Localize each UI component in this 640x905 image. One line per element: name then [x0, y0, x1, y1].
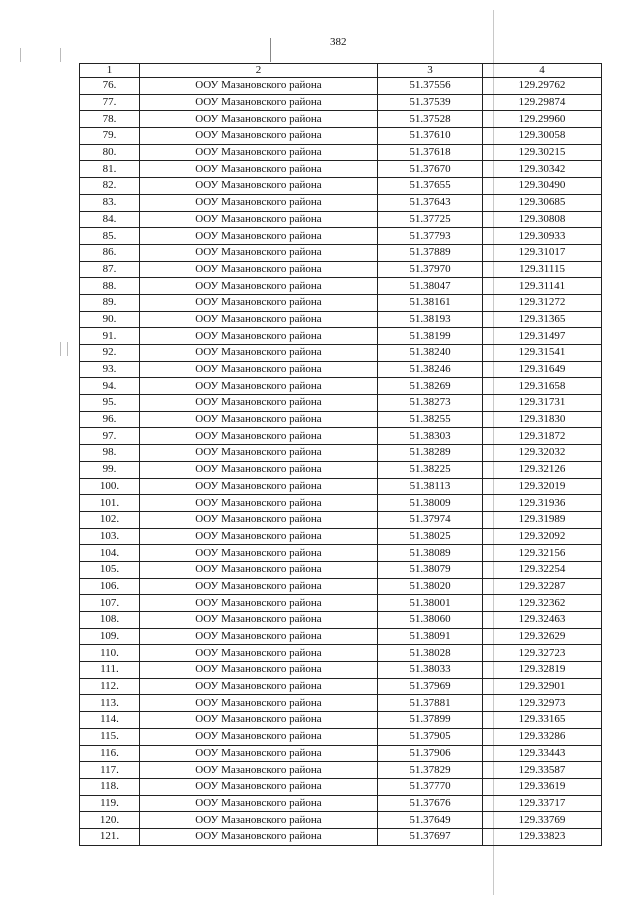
row-latitude: 51.37556	[378, 78, 483, 95]
row-latitude: 51.38025	[378, 528, 483, 545]
row-number: 101.	[80, 495, 140, 512]
scan-mark	[20, 48, 21, 62]
row-longitude: 129.32019	[483, 478, 602, 495]
row-organization: ООУ Мазановского района	[140, 812, 378, 829]
table-row	[80, 662, 602, 679]
row-longitude: 129.32156	[483, 545, 602, 562]
row-latitude: 51.37528	[378, 111, 483, 128]
row-number: 82.	[80, 178, 140, 195]
table-row	[80, 628, 602, 645]
row-longitude: 129.33443	[483, 745, 602, 762]
row-number: 116.	[80, 745, 140, 762]
row-number: 96.	[80, 411, 140, 428]
row-longitude: 129.31541	[483, 345, 602, 362]
row-number: 100.	[80, 478, 140, 495]
row-number: 86.	[80, 244, 140, 261]
row-number: 103.	[80, 528, 140, 545]
row-organization: ООУ Мазановского района	[140, 695, 378, 712]
scan-mark	[270, 38, 271, 62]
table-row	[80, 728, 602, 745]
row-number: 77.	[80, 94, 140, 111]
row-organization: ООУ Мазановского района	[140, 461, 378, 478]
row-number: 121.	[80, 828, 140, 845]
row-number: 114.	[80, 712, 140, 729]
table-row	[80, 561, 602, 578]
table-header-row	[80, 64, 602, 78]
row-latitude: 51.37970	[378, 261, 483, 278]
row-latitude: 51.38028	[378, 645, 483, 662]
row-organization: ООУ Мазановского района	[140, 395, 378, 412]
row-latitude: 51.38161	[378, 294, 483, 311]
row-longitude: 129.33769	[483, 812, 602, 829]
table-row	[80, 461, 602, 478]
row-number: 99.	[80, 461, 140, 478]
row-latitude: 51.38001	[378, 595, 483, 612]
row-organization: ООУ Мазановского района	[140, 545, 378, 562]
row-organization: ООУ Мазановского района	[140, 111, 378, 128]
row-number: 92.	[80, 345, 140, 362]
row-organization: ООУ Мазановского района	[140, 161, 378, 178]
row-organization: ООУ Мазановского района	[140, 228, 378, 245]
row-number: 111.	[80, 662, 140, 679]
row-number: 104.	[80, 545, 140, 562]
row-number: 93.	[80, 361, 140, 378]
row-longitude: 129.30808	[483, 211, 602, 228]
table-row	[80, 445, 602, 462]
row-longitude: 129.31497	[483, 328, 602, 345]
row-number: 95.	[80, 395, 140, 412]
row-number: 80.	[80, 144, 140, 161]
coordinates-table	[79, 63, 602, 846]
table-row	[80, 612, 602, 629]
row-organization: ООУ Мазановского района	[140, 128, 378, 145]
row-longitude: 129.33619	[483, 778, 602, 795]
row-latitude: 51.38089	[378, 545, 483, 562]
row-longitude: 129.32819	[483, 662, 602, 679]
row-latitude: 51.38020	[378, 578, 483, 595]
row-number: 98.	[80, 445, 140, 462]
table-row	[80, 128, 602, 145]
table-row	[80, 795, 602, 812]
row-organization: ООУ Мазановского района	[140, 361, 378, 378]
row-longitude: 129.31017	[483, 244, 602, 261]
row-latitude: 51.38246	[378, 361, 483, 378]
row-number: 115.	[80, 728, 140, 745]
row-latitude: 51.38091	[378, 628, 483, 645]
table-row	[80, 511, 602, 528]
row-number: 78.	[80, 111, 140, 128]
row-latitude: 51.37974	[378, 511, 483, 528]
table-row	[80, 194, 602, 211]
table-row	[80, 361, 602, 378]
table-row	[80, 812, 602, 829]
table-row	[80, 528, 602, 545]
table-row	[80, 378, 602, 395]
row-number: 87.	[80, 261, 140, 278]
row-number: 83.	[80, 194, 140, 211]
row-latitude: 51.37649	[378, 812, 483, 829]
row-longitude: 129.32126	[483, 461, 602, 478]
row-number: 79.	[80, 128, 140, 145]
row-organization: ООУ Мазановского района	[140, 578, 378, 595]
row-organization: ООУ Мазановского района	[140, 445, 378, 462]
row-latitude: 51.37906	[378, 745, 483, 762]
row-latitude: 51.38079	[378, 561, 483, 578]
table-row	[80, 745, 602, 762]
row-latitude: 51.38225	[378, 461, 483, 478]
row-latitude: 51.38047	[378, 278, 483, 295]
row-latitude: 51.37889	[378, 244, 483, 261]
row-number: 109.	[80, 628, 140, 645]
row-organization: ООУ Мазановского района	[140, 678, 378, 695]
table-row	[80, 645, 602, 662]
row-longitude: 129.29874	[483, 94, 602, 111]
table-row	[80, 478, 602, 495]
row-longitude: 129.33823	[483, 828, 602, 845]
row-longitude: 129.33587	[483, 762, 602, 779]
row-organization: ООУ Мазановского района	[140, 595, 378, 612]
row-number: 88.	[80, 278, 140, 295]
row-number: 97.	[80, 428, 140, 445]
row-latitude: 51.37676	[378, 795, 483, 812]
row-longitude: 129.32362	[483, 595, 602, 612]
row-organization: ООУ Мазановского района	[140, 795, 378, 812]
row-longitude: 129.32254	[483, 561, 602, 578]
row-latitude: 51.38199	[378, 328, 483, 345]
row-longitude: 129.31658	[483, 378, 602, 395]
row-organization: ООУ Мазановского района	[140, 194, 378, 211]
row-organization: ООУ Мазановского района	[140, 261, 378, 278]
row-longitude: 129.32463	[483, 612, 602, 629]
table-row	[80, 578, 602, 595]
row-latitude: 51.37881	[378, 695, 483, 712]
row-organization: ООУ Мазановского района	[140, 645, 378, 662]
row-longitude: 129.30933	[483, 228, 602, 245]
row-longitude: 129.31989	[483, 511, 602, 528]
row-number: 81.	[80, 161, 140, 178]
table-row	[80, 545, 602, 562]
row-organization: ООУ Мазановского района	[140, 178, 378, 195]
row-organization: ООУ Мазановского района	[140, 478, 378, 495]
row-longitude: 129.30490	[483, 178, 602, 195]
row-longitude: 129.30342	[483, 161, 602, 178]
row-longitude: 129.30685	[483, 194, 602, 211]
page-number: 382	[330, 36, 347, 48]
table-row	[80, 428, 602, 445]
row-organization: ООУ Мазановского района	[140, 778, 378, 795]
table-row	[80, 411, 602, 428]
row-organization: ООУ Мазановского района	[140, 495, 378, 512]
row-number: 113.	[80, 695, 140, 712]
row-latitude: 51.38303	[378, 428, 483, 445]
table-row	[80, 244, 602, 261]
row-longitude: 129.31365	[483, 311, 602, 328]
table-row	[80, 495, 602, 512]
row-number: 102.	[80, 511, 140, 528]
row-longitude: 129.33165	[483, 712, 602, 729]
column-header: 2	[140, 64, 378, 78]
row-longitude: 129.32723	[483, 645, 602, 662]
row-longitude: 129.29762	[483, 78, 602, 95]
row-number: 112.	[80, 678, 140, 695]
row-number: 89.	[80, 294, 140, 311]
row-longitude: 129.29960	[483, 111, 602, 128]
row-longitude: 129.32092	[483, 528, 602, 545]
column-header: 1	[80, 64, 140, 78]
row-longitude: 129.32901	[483, 678, 602, 695]
row-longitude: 129.32629	[483, 628, 602, 645]
row-organization: ООУ Мазановского района	[140, 662, 378, 679]
table-row	[80, 328, 602, 345]
row-number: 76.	[80, 78, 140, 95]
table-row	[80, 211, 602, 228]
row-number: 106.	[80, 578, 140, 595]
row-latitude: 51.37655	[378, 178, 483, 195]
row-number: 90.	[80, 311, 140, 328]
row-longitude: 129.31872	[483, 428, 602, 445]
row-organization: ООУ Мазановского района	[140, 728, 378, 745]
row-longitude: 129.32032	[483, 445, 602, 462]
row-longitude: 129.31141	[483, 278, 602, 295]
row-organization: ООУ Мазановского района	[140, 211, 378, 228]
row-latitude: 51.38113	[378, 478, 483, 495]
row-longitude: 129.31115	[483, 261, 602, 278]
row-organization: ООУ Мазановского района	[140, 345, 378, 362]
row-organization: ООУ Мазановского района	[140, 612, 378, 629]
row-number: 110.	[80, 645, 140, 662]
row-latitude: 51.38269	[378, 378, 483, 395]
row-organization: ООУ Мазановского района	[140, 628, 378, 645]
table-row	[80, 178, 602, 195]
table-row	[80, 595, 602, 612]
row-longitude: 129.31936	[483, 495, 602, 512]
row-longitude: 129.32287	[483, 578, 602, 595]
row-longitude: 129.33717	[483, 795, 602, 812]
row-latitude: 51.38240	[378, 345, 483, 362]
row-longitude: 129.33286	[483, 728, 602, 745]
column-header: 3	[378, 64, 483, 78]
column-header: 4	[483, 64, 602, 78]
table-row	[80, 228, 602, 245]
scan-mark	[60, 342, 61, 356]
row-number: 108.	[80, 612, 140, 629]
row-organization: ООУ Мазановского района	[140, 712, 378, 729]
row-latitude: 51.37829	[378, 762, 483, 779]
row-latitude: 51.37793	[378, 228, 483, 245]
row-organization: ООУ Мазановского района	[140, 378, 378, 395]
row-latitude: 51.38033	[378, 662, 483, 679]
row-organization: ООУ Мазановского района	[140, 511, 378, 528]
row-longitude: 129.31731	[483, 395, 602, 412]
row-number: 119.	[80, 795, 140, 812]
table-row	[80, 762, 602, 779]
row-latitude: 51.37539	[378, 94, 483, 111]
table-row	[80, 111, 602, 128]
table-row	[80, 161, 602, 178]
table-row	[80, 78, 602, 95]
row-latitude: 51.37905	[378, 728, 483, 745]
row-organization: ООУ Мазановского района	[140, 328, 378, 345]
table-row	[80, 778, 602, 795]
row-latitude: 51.37618	[378, 144, 483, 161]
table-row	[80, 395, 602, 412]
scan-mark	[67, 342, 68, 356]
row-organization: ООУ Мазановского района	[140, 94, 378, 111]
row-longitude: 129.32973	[483, 695, 602, 712]
row-latitude: 51.38289	[378, 445, 483, 462]
table-row	[80, 294, 602, 311]
row-number: 91.	[80, 328, 140, 345]
row-latitude: 51.38193	[378, 311, 483, 328]
row-organization: ООУ Мазановского района	[140, 561, 378, 578]
table-row	[80, 695, 602, 712]
row-latitude: 51.38255	[378, 411, 483, 428]
row-organization: ООУ Мазановского района	[140, 745, 378, 762]
row-number: 107.	[80, 595, 140, 612]
table-row	[80, 678, 602, 695]
row-organization: ООУ Мазановского района	[140, 278, 378, 295]
table-row	[80, 828, 602, 845]
row-latitude: 51.38273	[378, 395, 483, 412]
row-number: 84.	[80, 211, 140, 228]
table-row	[80, 345, 602, 362]
row-longitude: 129.31649	[483, 361, 602, 378]
row-number: 94.	[80, 378, 140, 395]
row-number: 85.	[80, 228, 140, 245]
table-row	[80, 261, 602, 278]
row-longitude: 129.30215	[483, 144, 602, 161]
row-longitude: 129.31830	[483, 411, 602, 428]
row-organization: ООУ Мазановского района	[140, 411, 378, 428]
row-latitude: 51.37969	[378, 678, 483, 695]
row-latitude: 51.37725	[378, 211, 483, 228]
table-row	[80, 311, 602, 328]
row-latitude: 51.37770	[378, 778, 483, 795]
row-organization: ООУ Мазановского района	[140, 762, 378, 779]
row-organization: ООУ Мазановского района	[140, 828, 378, 845]
table-row	[80, 144, 602, 161]
row-organization: ООУ Мазановского района	[140, 78, 378, 95]
scan-mark	[60, 48, 61, 62]
row-latitude: 51.37899	[378, 712, 483, 729]
table-row	[80, 278, 602, 295]
row-organization: ООУ Мазановского района	[140, 528, 378, 545]
row-latitude: 51.37670	[378, 161, 483, 178]
row-number: 118.	[80, 778, 140, 795]
row-latitude: 51.38060	[378, 612, 483, 629]
row-longitude: 129.30058	[483, 128, 602, 145]
table-row	[80, 712, 602, 729]
row-organization: ООУ Мазановского района	[140, 428, 378, 445]
row-organization: ООУ Мазановского района	[140, 144, 378, 161]
row-number: 120.	[80, 812, 140, 829]
row-longitude: 129.31272	[483, 294, 602, 311]
table-row	[80, 94, 602, 111]
row-latitude: 51.38009	[378, 495, 483, 512]
row-organization: ООУ Мазановского района	[140, 294, 378, 311]
row-latitude: 51.37643	[378, 194, 483, 211]
row-number: 105.	[80, 561, 140, 578]
row-organization: ООУ Мазановского района	[140, 244, 378, 261]
row-latitude: 51.37610	[378, 128, 483, 145]
row-number: 117.	[80, 762, 140, 779]
row-organization: ООУ Мазановского района	[140, 311, 378, 328]
row-latitude: 51.37697	[378, 828, 483, 845]
